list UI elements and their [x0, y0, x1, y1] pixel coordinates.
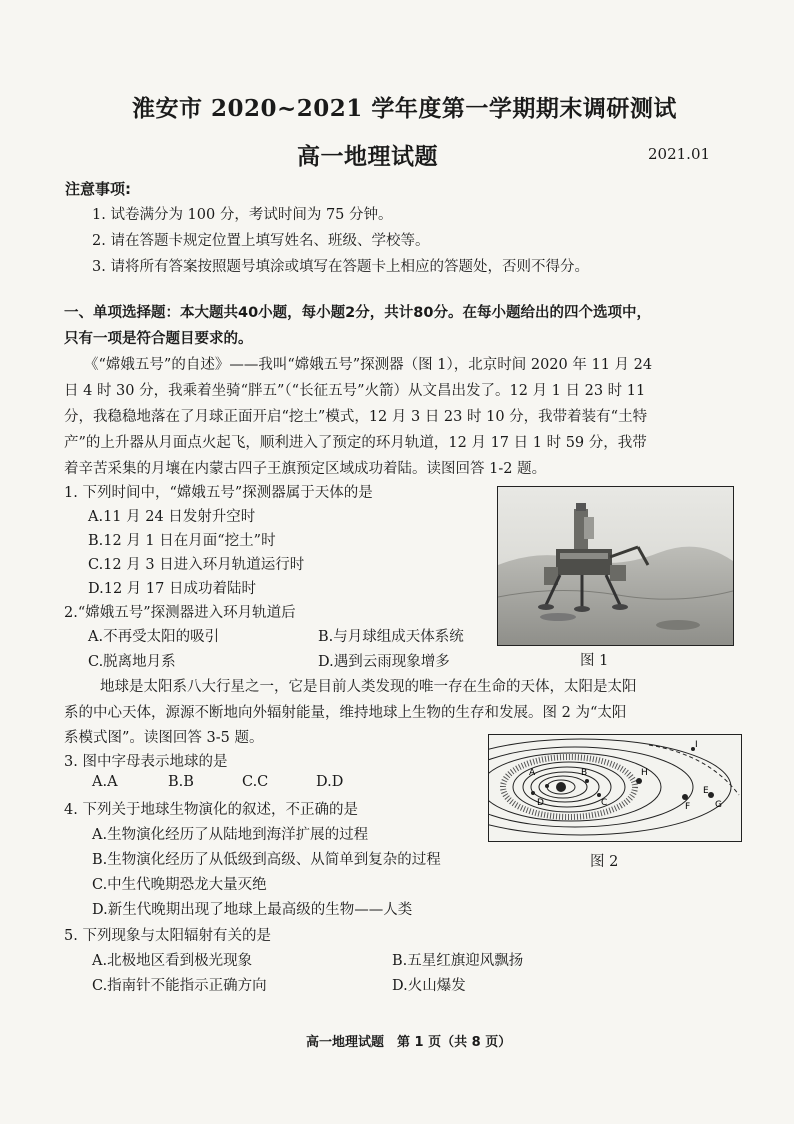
- passage-line: 产”的上升器从月面点火起飞，顺利进入了预定的环月轨道，12 月 17 日 1 时 59 分，我带: [64, 435, 647, 451]
- passage-line: 系的中心天体，源源不断地向外辐射能量，维持地球上生物的生存和发展。图 2 为“太阳: [64, 705, 627, 721]
- fig2-label: B: [581, 768, 588, 778]
- question-option: C.12 月 3 日进入环月轨道运行时: [88, 557, 305, 573]
- question-option: D.新生代晚期出现了地球上最高级的生物——人类: [92, 902, 413, 918]
- question-option: B.生物演化经历了从低级到高级、从简单到复杂的过程: [92, 852, 441, 868]
- question-stem: 1. 下列时间中，“嫦娥五号”探测器属于天体的是: [64, 485, 373, 501]
- notice-item: 1. 试卷满分为 100 分，考试时间为 75 分钟。: [92, 207, 393, 223]
- section-heading: 只有一项是符合题目要求的。: [64, 331, 253, 347]
- question-option: A.A: [92, 774, 118, 790]
- question-stem: 3. 图中字母表示地球的是: [64, 754, 228, 770]
- fig2-label: A: [529, 768, 536, 778]
- question-option: D.12 月 17 日成功着陆时: [88, 581, 256, 597]
- fig2-label: D: [537, 798, 544, 808]
- passage-line: 《“嫦娥五号”的自述》——我叫“嫦娥五号”探测器（图 1），北京时间 2020 年 11 月 24: [84, 357, 653, 373]
- question-option: B.12 月 1 日在月面“挖土”时: [88, 533, 276, 549]
- section-heading: 一、单项选择题：本大题共40小题，每小题2分，共计80分。在每小题给出的四个选项中，: [64, 305, 651, 321]
- notice-heading: 注意事项:: [65, 180, 131, 198]
- solar-system-diagram: [488, 734, 742, 842]
- figure-caption: 图 2: [590, 854, 619, 870]
- passage-line: 日 4 时 30 分，我乘着坐骑“胖五”（“长征五号”火箭）从文昌出发了。12 月 1 日 23 时 11: [64, 383, 646, 399]
- fig2-label: I: [695, 740, 698, 750]
- notice-item: 2. 请在答题卡规定位置上填写姓名、班级、学校等。: [92, 233, 430, 249]
- passage-line: 地球是太阳系八大行星之一，它是目前人类发现的唯一存在生命的天体，太阳是太阳: [100, 679, 637, 695]
- passage-line: 分，我稳稳地落在了月球正面开启“挖土”模式，12 月 3 日 23 时 10 分，我带着装有“土特: [64, 409, 648, 425]
- question-stem: 4. 下列关于地球生物演化的叙述，不正确的是: [64, 802, 358, 818]
- question-option: C.脱离地月系: [88, 654, 176, 670]
- question-option: A.不再受太阳的吸引: [88, 629, 220, 645]
- fig2-label: H: [641, 768, 648, 778]
- question-option: A.北极地区看到极光现象: [92, 953, 253, 969]
- question-option: D.火山爆发: [392, 978, 466, 994]
- passage-line: 系模式图”。读图回答 3-5 题。: [64, 730, 264, 746]
- fig2-label: E: [703, 786, 709, 796]
- question-option: C.中生代晚期恐龙大量灭绝: [92, 877, 267, 893]
- fig2-label: G: [715, 800, 722, 810]
- exam-title: 淮安市 2020~2021 学年度第一学期期末调研测试: [132, 95, 677, 122]
- exam-subtitle: 高一地理试题: [297, 143, 438, 170]
- fig2-label: C: [601, 798, 608, 808]
- exam-date: 2021.01: [648, 145, 711, 163]
- question-option: B.与月球组成天体系统: [318, 629, 464, 645]
- question-option: B.B: [168, 774, 194, 790]
- question-option: C.指南针不能指示正确方向: [92, 978, 267, 994]
- question-stem: 2.“嫦娥五号”探测器进入环月轨道后: [64, 605, 296, 621]
- question-option: A.11 月 24 日发射升空时: [88, 509, 256, 525]
- question-option: B.五星红旗迎风飘扬: [392, 953, 524, 969]
- fig2-label: F: [685, 802, 691, 812]
- question-option: A.生物演化经历了从陆地到海洋扩展的过程: [92, 827, 369, 843]
- page-footer: 高一地理试题 第 1 页（共 8 页）: [306, 1035, 512, 1050]
- question-stem: 5. 下列现象与太阳辐射有关的是: [64, 928, 271, 944]
- passage-line: 着辛苦采集的月壤在内蒙古四子王旗预定区域成功着陆。读图回答 1-2 题。: [64, 461, 547, 477]
- question-option: D.D: [316, 774, 344, 790]
- question-option: D.遇到云雨现象增多: [318, 654, 450, 670]
- question-option: C.C: [242, 774, 269, 790]
- notice-item: 3. 请将所有答案按照题号填涂或填写在答题卡上相应的答题处，否则不得分。: [92, 259, 589, 275]
- figure-caption: 图 1: [580, 653, 609, 669]
- chang-e-5-lander-photo: [497, 486, 734, 646]
